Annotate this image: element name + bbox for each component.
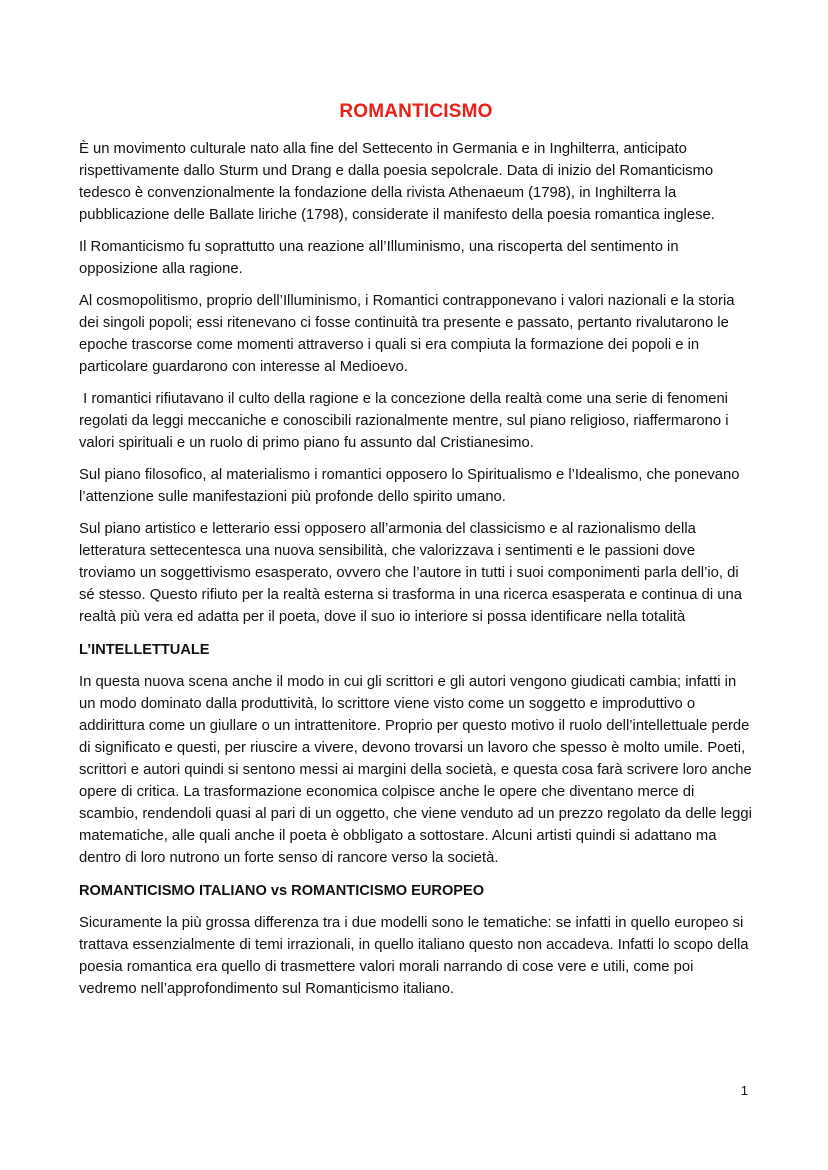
document-page — [79, 100, 753, 1000]
page-number: 1 — [740, 1083, 748, 1098]
paragraph-illuminismo: Il Romanticismo fu soprattutto una reazione all’Illuminismo, una riscoperta del sentimento in opposizione alla ragione. — [79, 239, 679, 277]
paragraph-ragione: I romantici rifiutavano il culto della ragione e la concezione della realtà come una serie di fenomeni regolati da leggi meccaniche e conoscibili razionalmente mentre, sul piano religioso, riaffermarono i valori spirituali e un ruolo di primo piano fu assunto dal Cristianesimo. — [79, 391, 733, 451]
paragraph-cosmopolitismo: Al cosmopolitismo, proprio dell’Illuminismo, i Romantici contrapponevano i valori nazionali e la storia dei singoli popoli; essi ritenevano ci fosse continuità tra presente e passato, pertanto rivalutarono le epoche trascorse come momenti attraverso i quali si era compiuta la formazione dei popoli e in particolare guardarono con interesse al Medioevo. — [79, 293, 735, 375]
paragraph-intro: È un movimento culturale nato alla fine del Settecento in Germania e in Inghilterra, anticipato rispettivamente dallo Sturm und Drang e dalla poesia sepolcrale. Data di inizio del Romanticismo tedesco è convenzionalmente la fondazione della rivista Athenaeum (1798), in Inghilterra la pubblicazione delle Ballate liriche (1798), considerate il manifesto della poesia romantica inglese. — [79, 141, 715, 223]
section-heading-intellettuale: L’INTELLETTUALE — [79, 642, 210, 658]
paragraph-artistico: Sul piano artistico e letterario essi opposero all’armonia del classicismo e al razionalismo della letteratura settecentesca una nuova sensibilità, che valorizzava i sentimenti e le passioni dove troviamo un soggettivismo esasperato, ovvero che l’autore in tutti i suoi componimenti parla dell’io, di sé stesso. Questo rifiuto per la realtà esterna si trasforma in una ricerca esasperata e continua di una realtà più vera ed adatta per il poeta, dove il suo io interiore si possa identificare nella totalità — [79, 521, 742, 625]
paragraph-filosofico: Sul piano filosofico, al materialismo i romantici opposero lo Spiritualismo e l’Idealismo, che ponevano l’attenzione sulle manifestazioni più profonde dello spirito umano. — [79, 467, 740, 505]
section-heading-confronto: ROMANTICISMO ITALIANO vs ROMANTICISMO EUROPEO — [79, 883, 485, 899]
document-title: ROMANTICISMO — [339, 101, 493, 122]
paragraph-intellettuale: In questa nuova scena anche il modo in cui gli scrittori e gli autori vengono giudicati cambia; infatti in un modo dominato dalla produttività, lo scrittore viene visto come un soggetto e improduttivo o addirittura come un giullare o un intrattenitore. Proprio per questo motivo il ruolo dell’intellettuale perde di significato e questi, per riuscire a vivere, devono trovarsi un lavoro che spesso è molto umile. Poeti, scrittori e autori quindi si sentono messi ai margini della società, e questa cosa farà scrivere loro anche opere di critica. La trasformazione economica colpisce anche le opere che diventano merce di scambio, rendendoli quasi al pari di un oggetto, che viene venduto ad un prezzo regolato da delle leggi matematiche, alle quali anche il poeta è obbligato a sottostare. Alcuni artisti quindi si adattano ma dentro di loro nutrono un forte senso di rancore verso la società. — [79, 674, 752, 866]
paragraph-confronto: Sicuramente la più grossa differenza tra i due modelli sono le tematiche: se infatti in quello europeo si trattava essenzialmente di temi irrazionali, in quello italiano questo non accadeva. Infatti lo scopo della poesia romantica era quello di trasmettere valori morali narrando di cose vere e utili, come poi vedremo nell’approfondimento sul Romanticismo italiano. — [79, 915, 749, 997]
